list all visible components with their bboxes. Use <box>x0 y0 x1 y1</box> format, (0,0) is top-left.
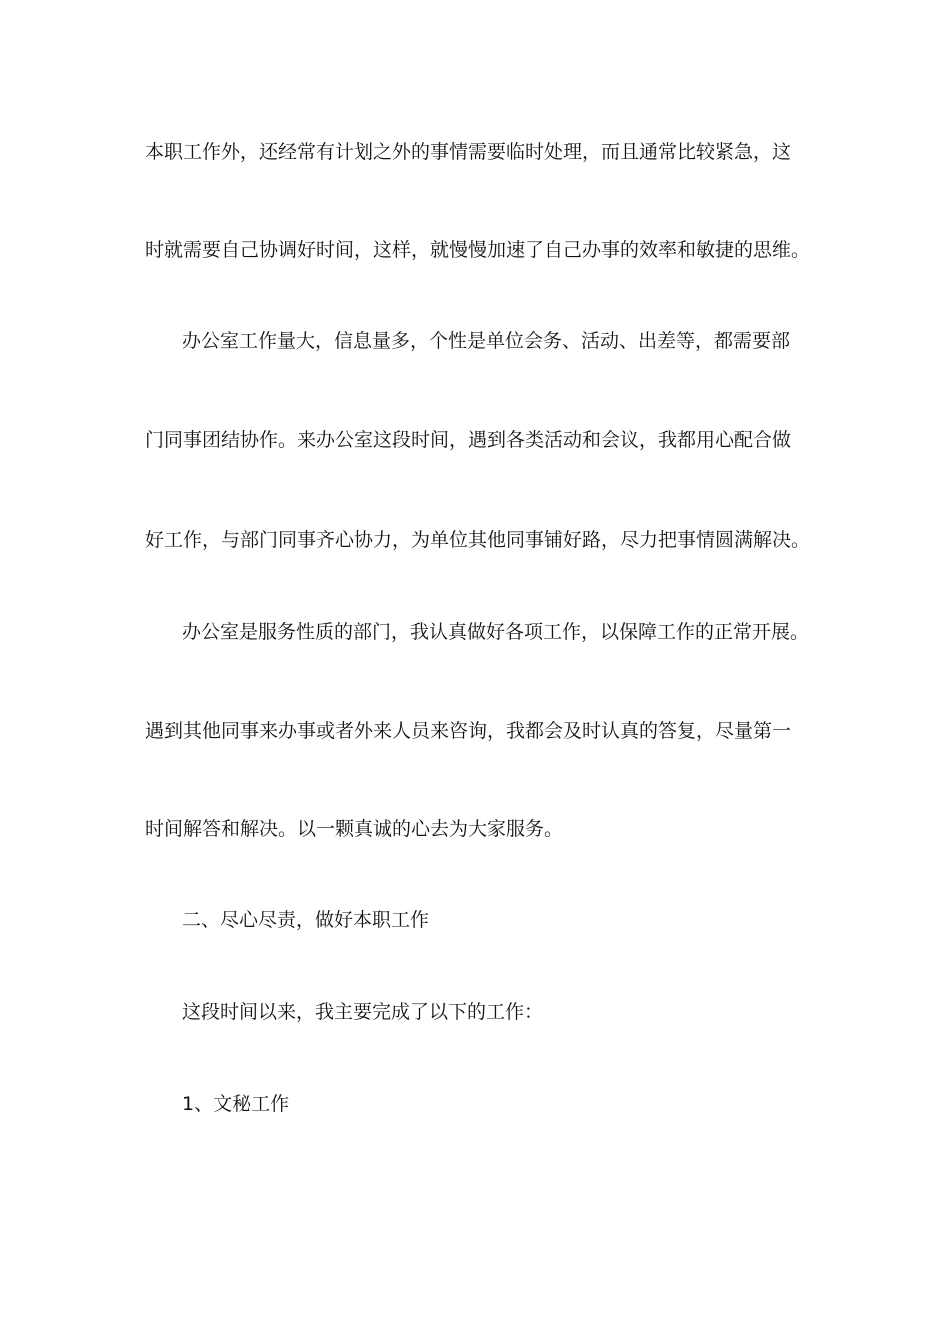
paragraph-line: 好工作，与部门同事齐心协力，为单位其他同事铺好路，尽力把事情圆满解决。 <box>145 529 811 551</box>
subsection-heading: 1、文秘工作 <box>182 1093 290 1115</box>
paragraph-line: 办公室是服务性质的部门，我认真做好各项工作，以保障工作的正常开展。 <box>182 621 810 643</box>
paragraph-line: 本职工作外，还经常有计划之外的事情需要临时处理，而且通常比较紧急，这 <box>145 141 792 163</box>
paragraph-line: 办公室工作量大，信息量多，个性是单位会务、活动、出差等，都需要部 <box>182 330 791 352</box>
paragraph-line: 遇到其他同事来办事或者外来人员来咨询，我都会及时认真的答复，尽量第一 <box>145 720 792 742</box>
section-heading: 二、尽心尽责，做好本职工作 <box>182 909 430 931</box>
paragraph-line: 这段时间以来，我主要完成了以下的工作： <box>182 1001 544 1023</box>
paragraph-line: 门同事团结协作。来办公室这段时间，遇到各类活动和会议，我都用心配合做 <box>145 429 792 451</box>
paragraph-line: 时间解答和解决。以一颗真诚的心去为大家服务。 <box>145 818 564 840</box>
paragraph-line: 时就需要自己协调好时间，这样，就慢慢加速了自己办事的效率和敏捷的思维。 <box>145 239 811 261</box>
